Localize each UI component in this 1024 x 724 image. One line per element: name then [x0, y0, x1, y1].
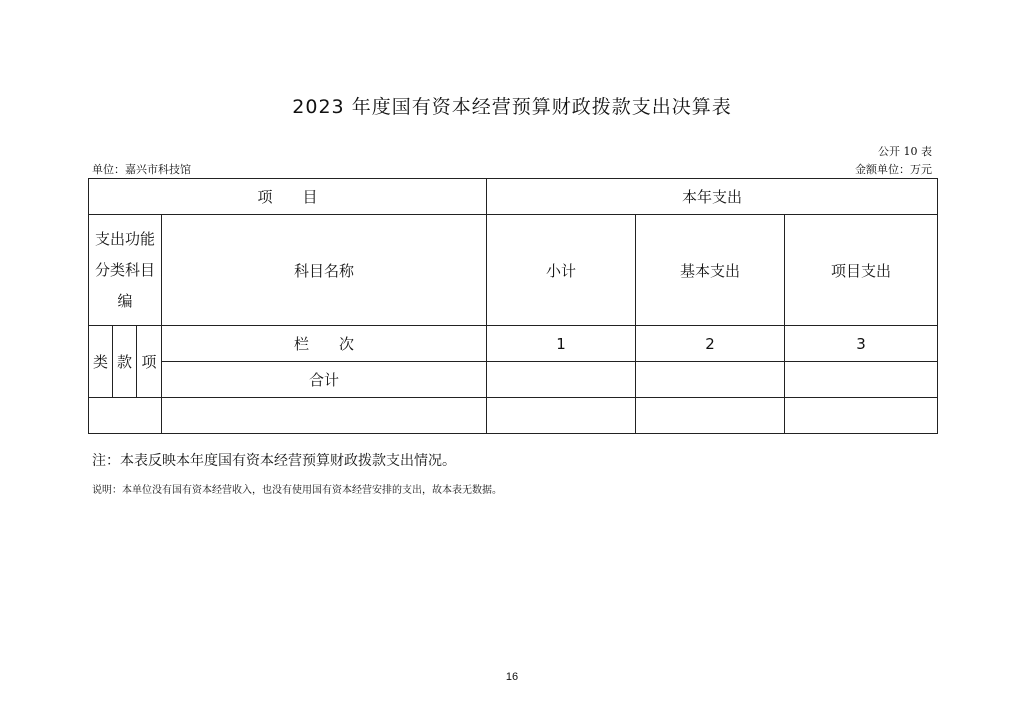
table-note: 注：本表反映本年度国有资本经营预算财政拨款支出情况。	[92, 453, 456, 469]
column-number-1: 1	[487, 326, 636, 362]
xiang-header: 项	[137, 326, 162, 398]
column-number-row	[89, 326, 938, 362]
func-classification-code	[89, 215, 162, 326]
header-current-year: 本年支出	[487, 179, 938, 215]
basic-expenditure-header: 基本支出	[636, 215, 785, 326]
subtotal-header: 小计	[487, 215, 636, 326]
subtotal-cell	[487, 398, 636, 434]
header-row-1	[89, 179, 938, 215]
amount-unit: 金额单位：万元	[855, 163, 932, 176]
header-row-2	[89, 215, 938, 326]
table-description: 说明：本单位没有国有资本经营收入，也没有使用国有资本经营安排的支出，故本表无数据。	[92, 485, 502, 496]
total-subtotal-cell	[487, 362, 636, 398]
lei-header: 类	[89, 326, 113, 398]
table-row	[89, 398, 938, 434]
total-basic-cell	[636, 362, 785, 398]
project-cell	[785, 398, 938, 434]
subject-name-cell	[162, 398, 487, 434]
total-label: 合计	[162, 362, 487, 398]
column-number-3: 3	[785, 326, 938, 362]
column-number-label: 栏 次	[162, 326, 487, 362]
column-number-2: 2	[636, 326, 785, 362]
basic-cell	[636, 398, 785, 434]
total-row	[89, 362, 938, 398]
page-number: 16	[505, 671, 519, 683]
organization-unit: 单位：嘉兴市科技馆	[92, 163, 191, 176]
header-item: 项 目	[89, 179, 487, 215]
subject-name-header: 科目名称	[162, 215, 487, 326]
func-classification-code-text: 支出功能分类科目编	[94, 229, 155, 310]
code-cell	[89, 398, 162, 434]
kuan-header: 款	[113, 326, 137, 398]
total-project-cell	[785, 362, 938, 398]
project-expenditure-header: 项目支出	[785, 215, 938, 326]
table-number: 公开 10 表	[878, 145, 932, 158]
page-title: 2023 年度国有资本经营预算财政拨款支出决算表	[292, 96, 732, 118]
expenditure-table	[88, 178, 938, 434]
